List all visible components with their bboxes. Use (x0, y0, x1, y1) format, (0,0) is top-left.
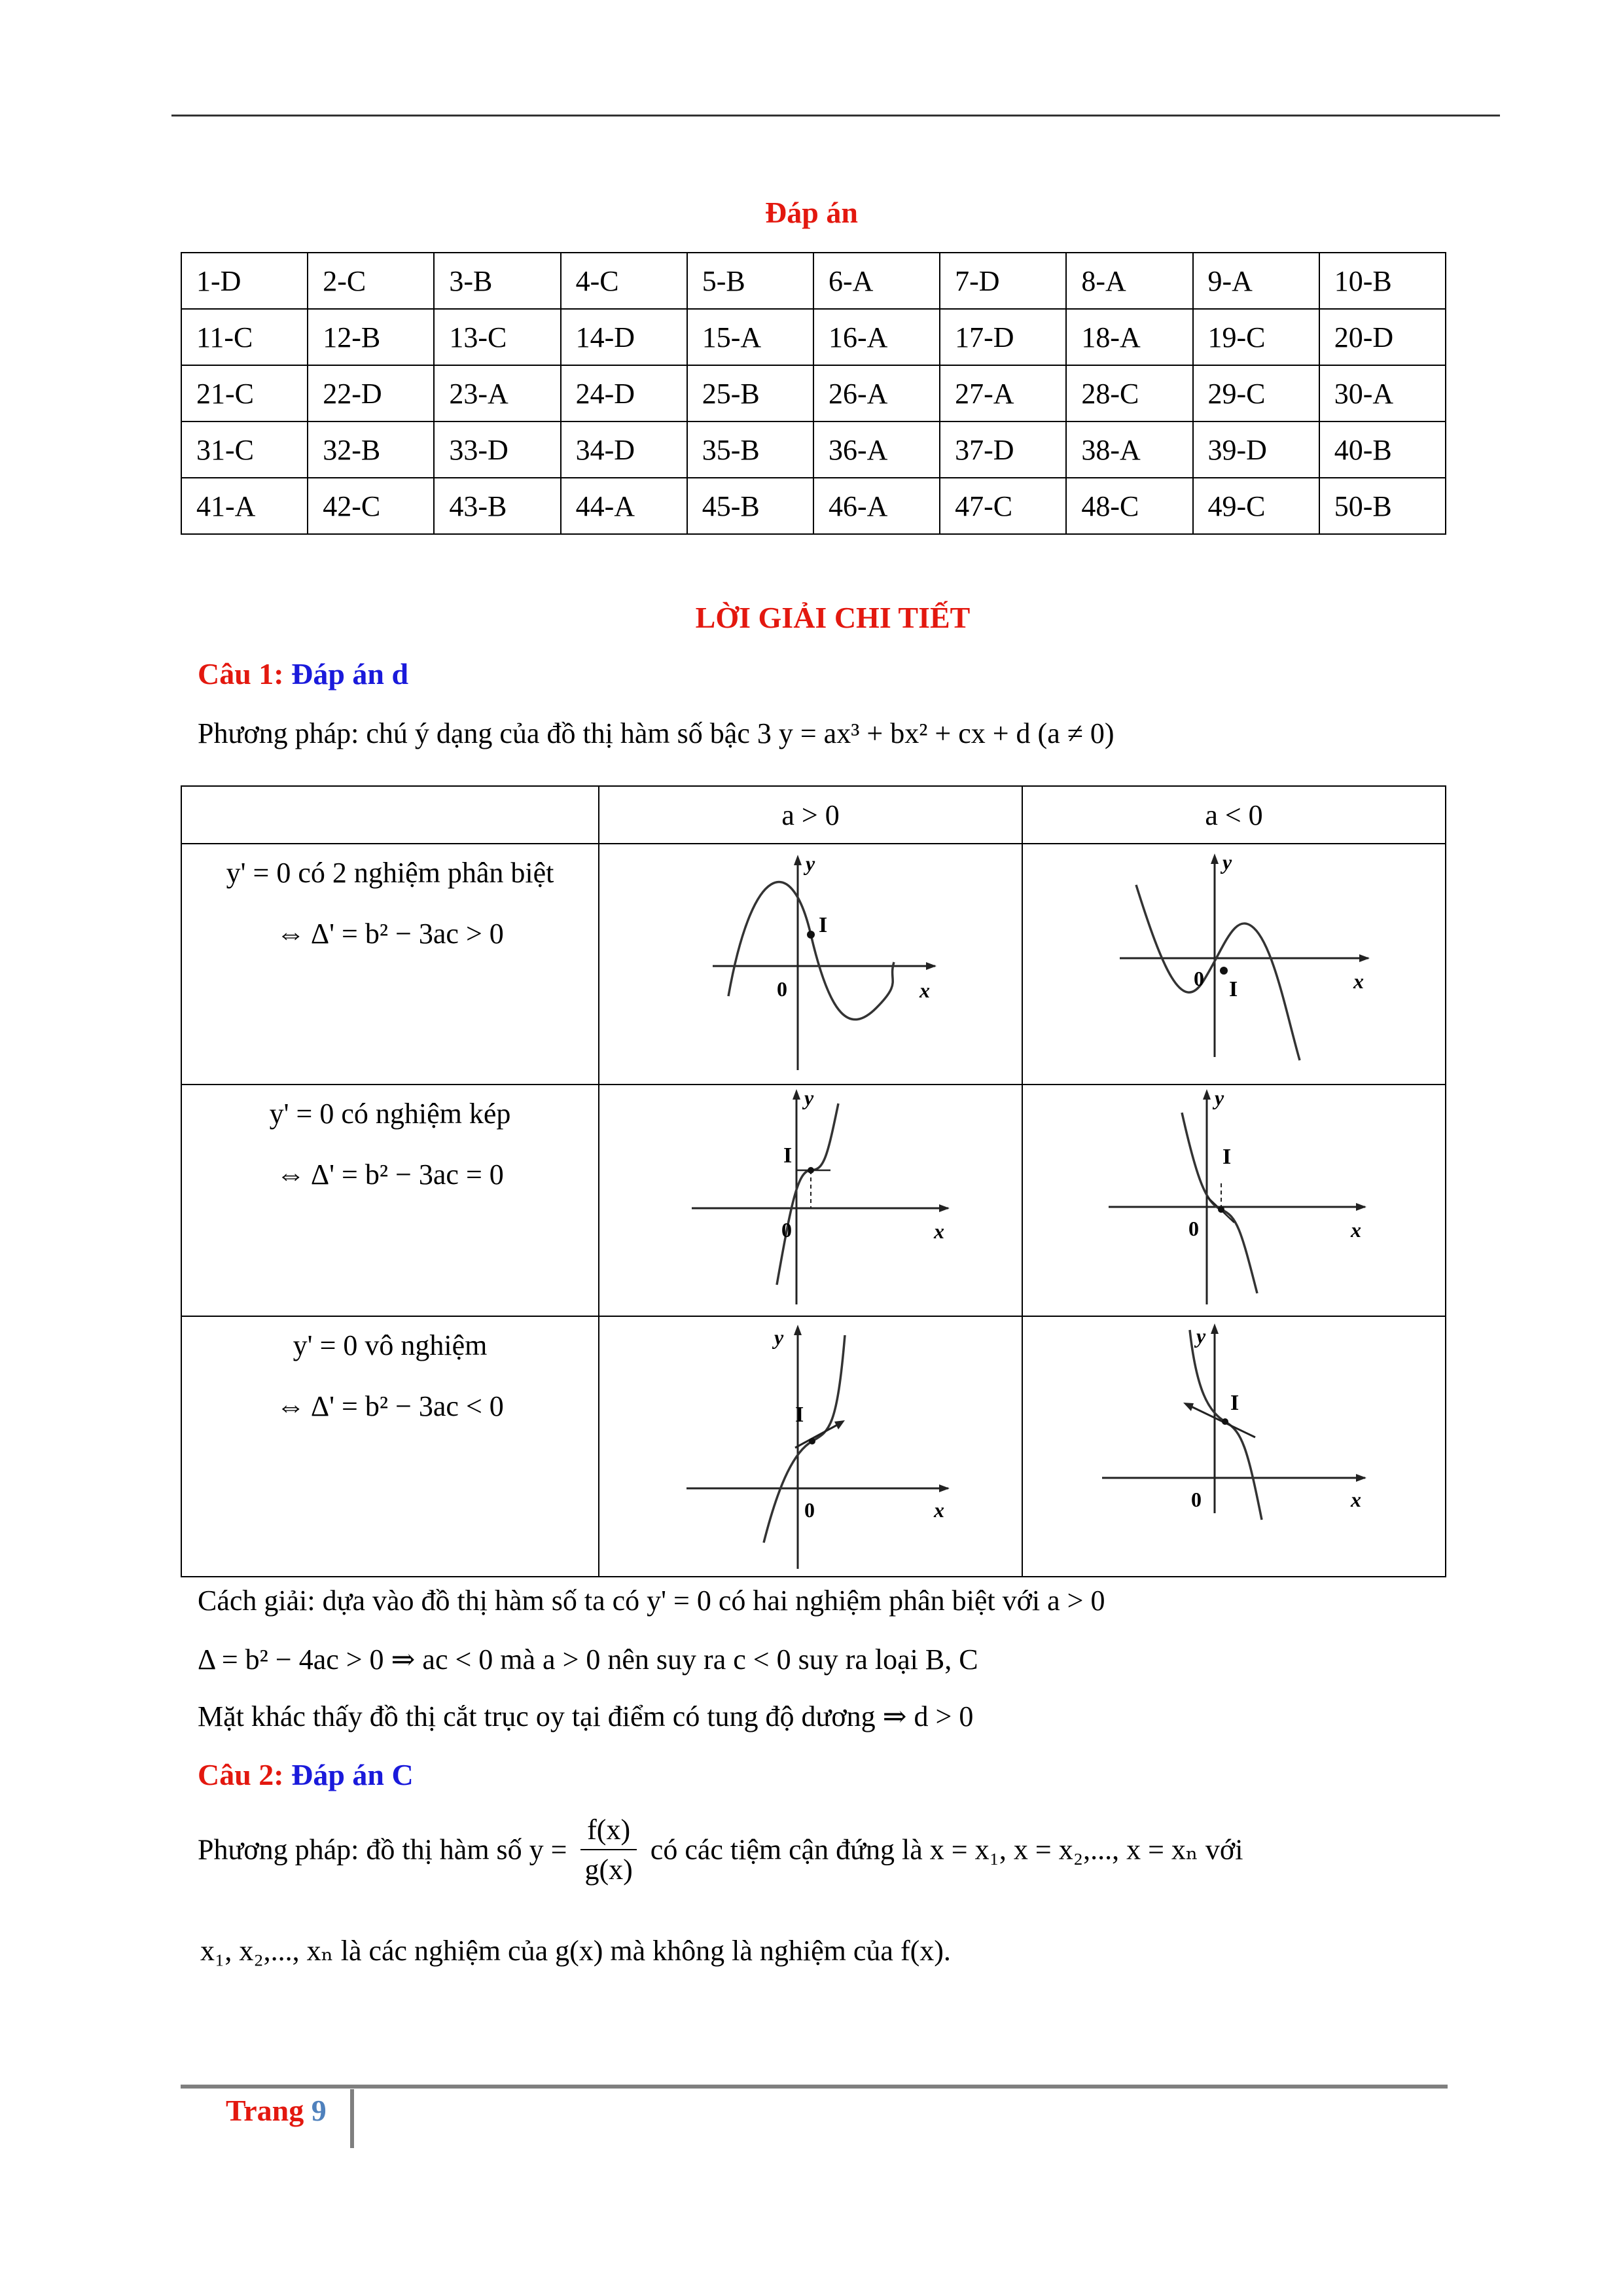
question-2-method (198, 1813, 1243, 1886)
condition-two-roots (181, 844, 599, 1085)
graph-cell-two-roots-pos (599, 844, 1022, 1085)
answer-cell: 15-A (687, 309, 813, 365)
page-footer (226, 2093, 327, 2128)
footer-bar (350, 2089, 354, 2148)
answer-cell: 11-C (181, 309, 308, 365)
question-1-heading (198, 656, 408, 691)
y-axis-label: y (774, 1325, 783, 1349)
answer-cell: 31-C (181, 422, 308, 478)
answer-cell: 42-C (308, 478, 434, 534)
answer-cell: 43-B (434, 478, 560, 534)
answer-cell: 18-A (1066, 309, 1192, 365)
header-rule (171, 115, 1500, 117)
origin-label: 0 (1190, 1488, 1202, 1511)
answer-cell: 16-A (813, 309, 940, 365)
solution-line-3: Mặt khác thấy đồ thị cắt trục oy tại điểm có tung độ dương ⇒ d > 0 (198, 1700, 974, 1732)
origin-label: 0 (1193, 967, 1204, 990)
graph-cell-double-root-neg (1022, 1085, 1446, 1316)
question-2-method-text: Phương pháp: đồ thị hàm số y = (198, 1833, 567, 1866)
answer-row (181, 478, 1446, 534)
condition-no-root (181, 1316, 599, 1577)
page-number: 9 (311, 2094, 327, 2127)
footer-rule (181, 2085, 1448, 2089)
fraction-denominator: g(x) (584, 1854, 633, 1886)
y-axis-label: y (804, 1086, 813, 1109)
condition-delta: ⇔ Δ' = b² − 3ac = 0 (276, 1158, 504, 1191)
x-axis-label: x (1350, 1488, 1361, 1511)
graph-cell-no-root-pos (599, 1316, 1022, 1577)
fraction (580, 1813, 636, 1886)
answer-row (181, 309, 1446, 365)
graph-two-roots-a-positive (601, 844, 1020, 1081)
condition-delta: ⇔ Δ' = b² − 3ac < 0 (276, 1390, 504, 1422)
answer-cell: 10-B (1319, 253, 1446, 309)
answer-cell: 14-D (561, 309, 687, 365)
answer-cell: 3-B (434, 253, 560, 309)
question-2-answer: Đáp án C (291, 1758, 414, 1791)
answer-cell: 1-D (181, 253, 308, 309)
answer-cell: 49-C (1193, 478, 1319, 534)
graph-cell-double-root-pos (599, 1085, 1022, 1316)
answer-cell: 26-A (813, 365, 940, 422)
answer-cell: 23-A (434, 365, 560, 422)
fraction-numerator: f(x) (580, 1813, 636, 1850)
answer-cell: 24-D (561, 365, 687, 422)
y-axis-label: y (1214, 1086, 1224, 1109)
condition-text: y' = 0 vô nghiệm (293, 1329, 488, 1361)
condition-delta: ⇔ Δ' = b² − 3ac > 0 (276, 918, 504, 950)
inflection-label: I (818, 913, 827, 937)
answer-cell: 28-C (1066, 365, 1192, 422)
inflection-label: I (783, 1143, 792, 1168)
answer-cell: 38-A (1066, 422, 1192, 478)
graph-no-root-a-positive (601, 1317, 1020, 1573)
col-header-a-negative: a < 0 (1022, 786, 1446, 844)
origin-label: 0 (776, 977, 787, 1001)
graph-cell-no-root-neg (1022, 1316, 1446, 1577)
answer-cell: 12-B (308, 309, 434, 365)
answer-cell: 27-A (940, 365, 1066, 422)
answer-key-table (181, 252, 1446, 535)
cubic-formula: y = ax³ + bx² + cx + d (a ≠ 0) (778, 717, 1115, 749)
graph-double-root-a-negative (1025, 1085, 1444, 1313)
answer-cell: 2-C (308, 253, 434, 309)
graph-double-root-a-positive (601, 1085, 1020, 1313)
y-axis-label: y (1222, 850, 1232, 874)
cubic-shapes-table (181, 785, 1446, 1577)
y-axis-label: y (1196, 1324, 1205, 1348)
answer-cell: 9-A (1193, 253, 1319, 309)
answer-cell: 45-B (687, 478, 813, 534)
answer-row (181, 422, 1446, 478)
answer-cell: 4-C (561, 253, 687, 309)
answer-cell: 22-D (308, 365, 434, 422)
answer-cell: 5-B (687, 253, 813, 309)
x-axis-label: x (933, 1219, 944, 1243)
answer-key-title: Đáp án (765, 196, 858, 229)
answer-cell: 47-C (940, 478, 1066, 534)
answer-row (181, 253, 1446, 309)
answer-cell: 17-D (940, 309, 1066, 365)
answer-cell: 29-C (1193, 365, 1319, 422)
answer-cell: 39-D (1193, 422, 1319, 478)
answer-cell: 34-D (561, 422, 687, 478)
answer-cell: 35-B (687, 422, 813, 478)
condition-double-root (181, 1085, 599, 1316)
answer-cell: 44-A (561, 478, 687, 534)
question-1-label: Câu 1: (198, 657, 284, 691)
answer-cell: 46-A (813, 478, 940, 534)
answer-cell: 20-D (1319, 309, 1446, 365)
inflection-label: I (794, 1403, 804, 1427)
question-2-method-suffix: có các tiệm cận đứng là x = x₁, x = x₂,..., x = xₙ với (650, 1833, 1243, 1866)
solution-line-1: Cách giải: dựa vào đồ thị hàm số ta có y' = 0 có hai nghiệm phân biệt với a > 0 (198, 1585, 1105, 1617)
question-2-heading (198, 1757, 414, 1792)
answer-cell: 36-A (813, 422, 940, 478)
answer-cell: 7-D (940, 253, 1066, 309)
answer-cell: 40-B (1319, 422, 1446, 478)
col-header-a-positive: a > 0 (599, 786, 1022, 844)
answer-cell: 32-B (308, 422, 434, 478)
page-label: Trang (226, 2094, 304, 2127)
answer-cell: 33-D (434, 422, 560, 478)
answer-cell: 8-A (1066, 253, 1192, 309)
question-1-method-text: Phương pháp: chú ý dạng của đồ thị hàm số bậc 3 (198, 717, 779, 749)
answer-cell: 37-D (940, 422, 1066, 478)
answer-cell: 50-B (1319, 478, 1446, 534)
empty-header-cell (181, 786, 599, 844)
inflection-label: I (1222, 1145, 1231, 1169)
answer-cell: 25-B (687, 365, 813, 422)
answer-cell: 13-C (434, 309, 560, 365)
graph-no-root-a-negative (1025, 1317, 1444, 1573)
question-2-line-2: x₁, x₂,..., xₙ là các nghiệm của g(x) mà không là nghiệm của f(x). (200, 1935, 951, 1967)
origin-label: 0 (804, 1498, 815, 1522)
origin-label: 0 (1188, 1217, 1199, 1240)
answer-cell: 6-A (813, 253, 940, 309)
y-axis-label: y (805, 852, 815, 875)
answer-cell: 48-C (1066, 478, 1192, 534)
x-axis-label: x (933, 1498, 944, 1522)
answer-cell: 30-A (1319, 365, 1446, 422)
question-1-answer: Đáp án d (291, 657, 409, 691)
question-2-label: Câu 2: (198, 1758, 284, 1791)
inflection-label: I (1230, 1391, 1239, 1415)
detailed-solution-title: LỜI GIẢI CHI TIẾT (695, 601, 971, 634)
origin-label: 0 (781, 1218, 792, 1242)
condition-text: y' = 0 có nghiệm kép (269, 1098, 511, 1130)
graph-cell-two-roots-neg (1022, 844, 1446, 1085)
answer-row (181, 365, 1446, 422)
answer-cell: 21-C (181, 365, 308, 422)
x-axis-label: x (1350, 1218, 1361, 1242)
condition-text: y' = 0 có 2 nghiệm phân biệt (226, 857, 554, 889)
graph-two-roots-a-negative (1025, 844, 1444, 1081)
inflection-label: I (1228, 977, 1238, 1001)
question-1-method (198, 717, 1115, 750)
answer-cell: 41-A (181, 478, 308, 534)
x-axis-label: x (919, 978, 930, 1002)
answer-cell: 19-C (1193, 309, 1319, 365)
x-axis-label: x (1353, 969, 1364, 993)
solution-line-2: Δ = b² − 4ac > 0 ⇒ ac < 0 mà a > 0 nên suy ra c < 0 suy ra loại B, C (198, 1643, 978, 1676)
